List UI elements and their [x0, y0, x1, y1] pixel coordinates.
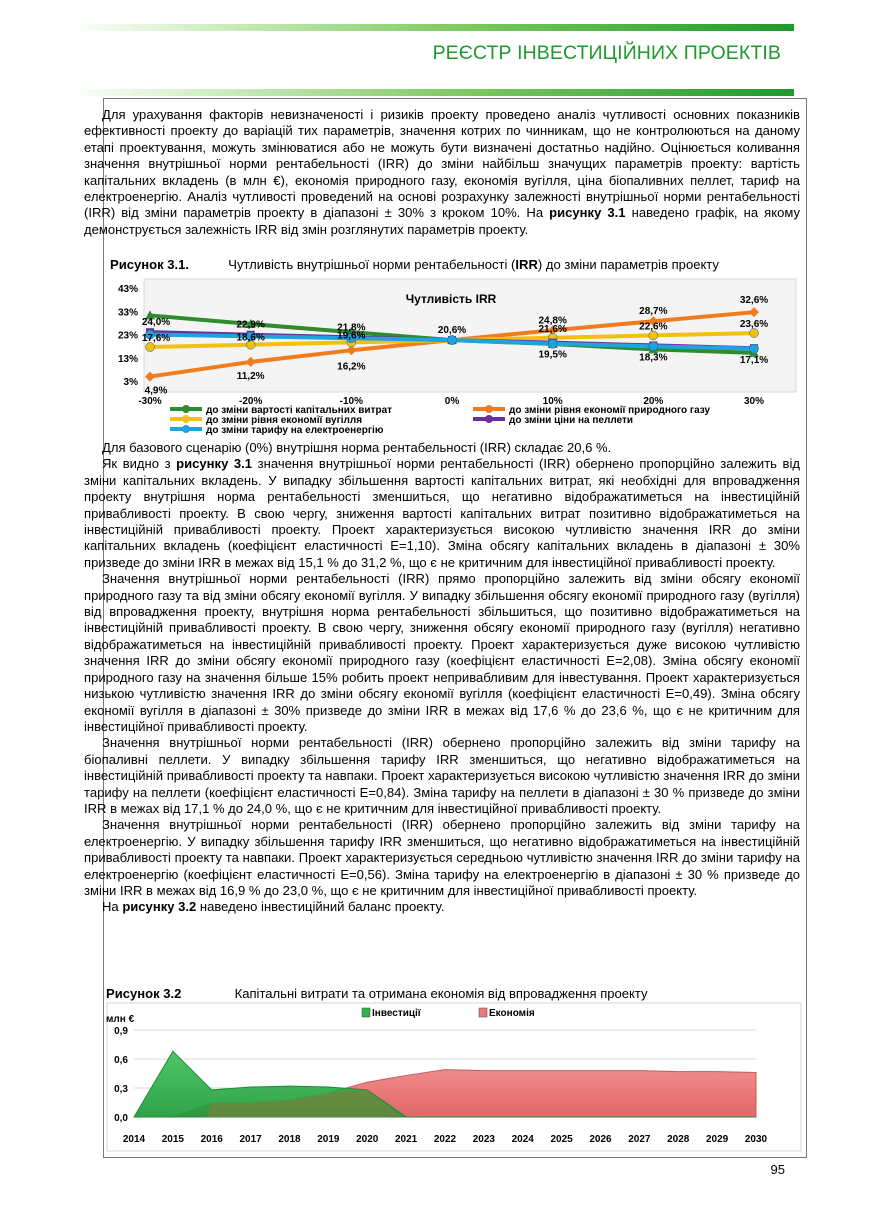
legend-entry: Економія — [489, 1008, 535, 1019]
x-tick-label: -10% — [339, 396, 364, 407]
x-tick-label: 2020 — [356, 1134, 379, 1145]
data-point — [750, 344, 759, 353]
x-tick-label: 20% — [643, 396, 664, 407]
figure-ref: рисунку 3.2 — [122, 899, 197, 915]
x-tick-label: 2019 — [317, 1134, 340, 1145]
data-label: 16,2% — [337, 361, 366, 373]
x-tick-label: 2018 — [278, 1134, 301, 1145]
data-label: 22,6% — [639, 321, 668, 333]
y-tick-label: 0,3 — [114, 1084, 128, 1095]
intro-paragraph: Для урахування факторів невизначеності і ризиків проекту проведено аналіз чутливості основних показників ефективності проекту до варіацій тих параметрів, значення котрих по чинникам, що не контролюються на даному етапі проектування, можуть змінюватися або не можуть бути визначені достатньо надійно. Оцінюється коливання значення внутрішньої норми рентабельності (IRR) до зміни найбільш значущих параметрів проекту: вартість капітальних вкладень (в млн €), економія природного газу, економія вугілля, ціна біопаливних пеллет, тариф на електроенергію. Аналіз чутливості проведений на основі розрахунку залежності внутрішньої норми рентабельності (IRR) від зміни параметрів проекту в діапазоні ± 30% з кроком 10%. На рисунку 3.1 наведено графік, на якому демонструється залежність IRR від змін розглянутих параметрів проекту. — [84, 107, 800, 237]
data-label: 24,0% — [141, 317, 171, 329]
x-tick-label: 2023 — [472, 1134, 495, 1145]
data-label: 17,1% — [739, 355, 769, 367]
x-tick-label: 2027 — [628, 1134, 651, 1145]
y-tick-label: 0,9 — [114, 1026, 128, 1037]
y-tick-label: 0,0 — [114, 1113, 128, 1124]
page-header-title: РЕЄСТР ІНВЕСТИЦІЙНИХ ПРОЕКТІВ — [432, 42, 781, 64]
x-tick-label: 2026 — [589, 1134, 612, 1145]
investment-balance-chart — [106, 1002, 802, 1152]
data-label: 4,9% — [144, 385, 168, 397]
x-tick-label: 2029 — [706, 1134, 729, 1145]
figure-1-caption: Рисунок 3.1. Чутливість внутрішньої норми рентабельності (IRR) до зміни параметрів проекту — [110, 257, 719, 272]
y-tick-label: 3% — [123, 377, 138, 388]
page-number: 95 — [770, 1162, 785, 1177]
y-tick-label: 43% — [117, 284, 138, 295]
data-label: 18,6% — [236, 332, 265, 344]
legend-entry: до зміни вартості капітальних витрат — [206, 405, 393, 416]
data-point — [649, 342, 658, 351]
legend-entry: до зміни рівня економії природного газу — [509, 405, 711, 416]
data-label: 21,6% — [538, 323, 567, 335]
y-tick-label: 33% — [117, 307, 138, 319]
data-point — [448, 336, 457, 345]
x-tick-label: 2014 — [122, 1134, 146, 1145]
figure-ref: рисунку 3.1 — [549, 205, 626, 221]
data-label: 24,8% — [538, 315, 567, 327]
legend-entry: до зміни рівня економії вугілля — [206, 415, 363, 426]
x-tick-label: 30% — [743, 396, 765, 407]
data-label: 21,8% — [337, 322, 366, 334]
data-label: 22,9% — [236, 319, 265, 331]
x-tick-label: 2021 — [395, 1134, 418, 1145]
pellets-paragraph: Значення внутрішньої норми рентабельності (IRR) обернено пропорційно залежить від зміни тарифу на біопаливні пеллети. У випадку збільшення тарифу IRR зменшиться, що негативно відображатиметься на інвестиційній привабливості проекту та навпаки. Проект характеризується високою чутливістю значення IRR до зміни тарифу на пеллети (коефіцієнт еластичності Е=0,84). Зміна тарифу на пеллети в діапазоні ± 30 % призведе до зміни IRR в межах від 17,1 % до 24,0 %, що є не критичним для інвестиційної привабливості проекту. — [84, 735, 800, 816]
figure-1-label: Рисунок 3.1. — [110, 257, 190, 272]
base-scenario-line: Для базового сценарію (0%) внутрішня норма рентабельності (IRR) складає 20,6 %. — [102, 440, 612, 455]
data-label: 28,7% — [639, 306, 668, 318]
data-label: 32,6% — [739, 295, 769, 307]
chart-title: Чутливість IRR — [405, 292, 497, 306]
x-tick-label: 10% — [542, 396, 563, 407]
data-label: 23,6% — [739, 319, 769, 331]
x-tick-label: 2015 — [161, 1134, 184, 1145]
analysis-text: Для базового сценарію (0%) внутрішня норма рентабельності (IRR) складає 20,6 %. Як видно з рисунку 3.1 значення внутрішньої норми рентабельності (IRR) обернено пропорційно залежить від зміни капітальних вкладень. У випадку збільшення вартості капітальних витрат, які необхідні для впровадження проекту внутрішня норма рентабельності зменшиться, що негативно відображатиметься на інвестиційній привабливості проекту. В свою чергу, зниження вартості капітальних витрат позитивно відображатиметься на інвестиційній привабливості проекту. Проект характеризується високою чутливістю значення IRR до зміни капітальних вкладень (коефіцієнт еластичності Е=1,10). Зміна обсягу капітальних вкладень в діапазоні ± 30% призведе до зміни IRR в межах від 15,1 % до 31,2 %, що є не критичним для інвестиційної привабливості проекту. Значення внутрішньої норми рентабельності (IRR) прямо пропорційно залежить від зміни обсягу економії природного газу та від зміни обсягу економії вугілля. У випадку збільшення обсягу економії природного газу (вугілля) від впровадження проекту, внутрішня норма рентабельності збільшиться, що позитивно відображатиметься на інвестиційній привабливості проекту. В свою чергу, зниження обсягу економії природного газу (вугілля) негативно відображатиметься на інвестиційній привабливості проекту. Проект характеризується дуже високою чутливістю значення IRR до зміни обсягу економії природного газу (коефіцієнт еластичності Е=2,08). Зміна обсягу економії природного газу на значення більше 15% робить проект непривабливим для інвестування. Проект характеризується низькою чутливістю значення IRR до зміни обсягу економії вугілля (коефіцієнт еластичності Е=0,49). Зміна обсягу економії вугілля в діапазоні ± 30% призведе до зміни IRR в межах від 17,6 % до 23,6 %, що є не критичним для інвестиційної привабливості проекту. Значення внутрішньої норми рентабельності (IRR) обернено пропорційно залежить від зміни тарифу на біопаливні пеллети. У випадку збільшення тарифу IRR зменшиться, що негативно відображатиметься на інвестиційній привабливості проекту та навпаки. Проект характеризується високою чутливістю значення IRR до зміни тарифу на пеллети (коефіцієнт еластичності Е=0,84). Зміна тарифу на пеллети в діапазоні ± 30 % призведе до зміни IRR в межах від 17,1 % до 24,0 %, що є не критичним для інвестиційної привабливості проекту. Значення внутрішньої норми рентабельності (IRR) обернено пропорційно залежить від зміни тарифу на електроенергію. У випадку збільшення тарифу IRR зменшиться, що негативно відображатиметься на інвестиційній привабливості проекту та навпаки. Проект характеризується середньою чутливістю значення IRR до зміни тарифу на електроенергію (коефіцієнт еластичності Е=0,56). Зміна тарифу на електроенергію в діапазоні ± 30 % призведе до зміни IRR в межах від 16,9 % до 23,0 %, що є не критичним для інвестиційної привабливості проекту. На рисунку 3.2 наведено інвестиційний баланс проекту. — [84, 440, 800, 915]
legend-entry: Інвестиції — [372, 1008, 421, 1019]
x-tick-label: 2025 — [550, 1134, 573, 1145]
x-tick-label: 2017 — [239, 1134, 262, 1145]
gas-coal-paragraph: Значення внутрішньої норми рентабельності (IRR) прямо пропорційно залежить від зміни обсягу економії природного газу та від зміни обсягу економії вугілля. У випадку збільшення обсягу економії природного газу (вугілля) від впровадження проекту, внутрішня норма рентабельності збільшиться, що позитивно відображатиметься на інвестиційній привабливості проекту. В свою чергу, зниження обсягу економії природного газу (вугілля) негативно відображатиметься на інвестиційній привабливості проекту. Проект характеризується дуже високою чутливістю значення IRR до зміни обсягу економії природного газу (коефіцієнт еластичності Е=2,08). Зміна обсягу економії природного газу на значення більше 15% робить проект непривабливим для інвестування. Проект характеризується низькою чутливістю значення IRR до зміни обсягу економії вугілля (коефіцієнт еластичності Е=0,49). Зміна обсягу економії вугілля в діапазоні ± 30% призведе до зміни IRR в межах від 17,6 % до 23,6 %, що є не критичним для інвестиційної привабливості проекту. — [84, 571, 800, 734]
irr-sensitivity-chart — [108, 274, 802, 442]
x-tick-label: 0% — [444, 396, 460, 407]
data-label: 17,6% — [141, 333, 171, 345]
x-tick-label: 2030 — [744, 1134, 768, 1145]
x-tick-label: 2024 — [511, 1134, 534, 1145]
figure-ref: рисунку 3.1 — [176, 456, 253, 472]
data-label: 18,3% — [639, 352, 668, 364]
data-label: 19,6% — [337, 330, 366, 342]
data-label: 11,2% — [236, 370, 265, 382]
x-tick-label: -30% — [138, 396, 162, 407]
x-tick-label: 2028 — [667, 1134, 690, 1145]
data-point — [548, 339, 557, 348]
y-tick-label: 23% — [117, 330, 138, 342]
figure-2-caption: Рисунок 3.2 Капітальні витрати та отримана економія від впровадження проекту — [106, 986, 648, 1001]
electricity-paragraph: Значення внутрішньої норми рентабельності (IRR) обернено пропорційно залежить від зміни тарифу на електроенергію. У випадку збільшення тарифу IRR зменшиться, що негативно відображатиметься на інвестиційній привабливості проекту та навпаки. Проект характеризується середньою чутливістю значення IRR до зміни тарифу на електроенергію (коефіцієнт еластичності Е=0,56). Зміна тарифу на електроенергію в діапазоні ± 30 % призведе до зміни IRR в межах від 16,9 % до 23,0 %, що є не критичним для інвестиційної привабливості проекту. — [84, 817, 800, 898]
legend-entry: до зміни ціни на пеллети — [509, 415, 634, 426]
data-label: 20,6% — [437, 325, 467, 337]
legend-entry: до зміни тарифу на електроенергію — [206, 425, 384, 436]
y-tick-label: 13% — [117, 353, 138, 365]
y-tick-label: 0,6 — [114, 1055, 128, 1066]
x-tick-label: 2022 — [433, 1134, 457, 1145]
x-tick-label: -20% — [238, 396, 263, 407]
y-axis-unit: млн € — [106, 1014, 135, 1025]
data-label: 19,5% — [538, 349, 567, 361]
figure-2-label: Рисунок 3.2 — [106, 986, 182, 1001]
x-tick-label: 2016 — [200, 1134, 223, 1145]
